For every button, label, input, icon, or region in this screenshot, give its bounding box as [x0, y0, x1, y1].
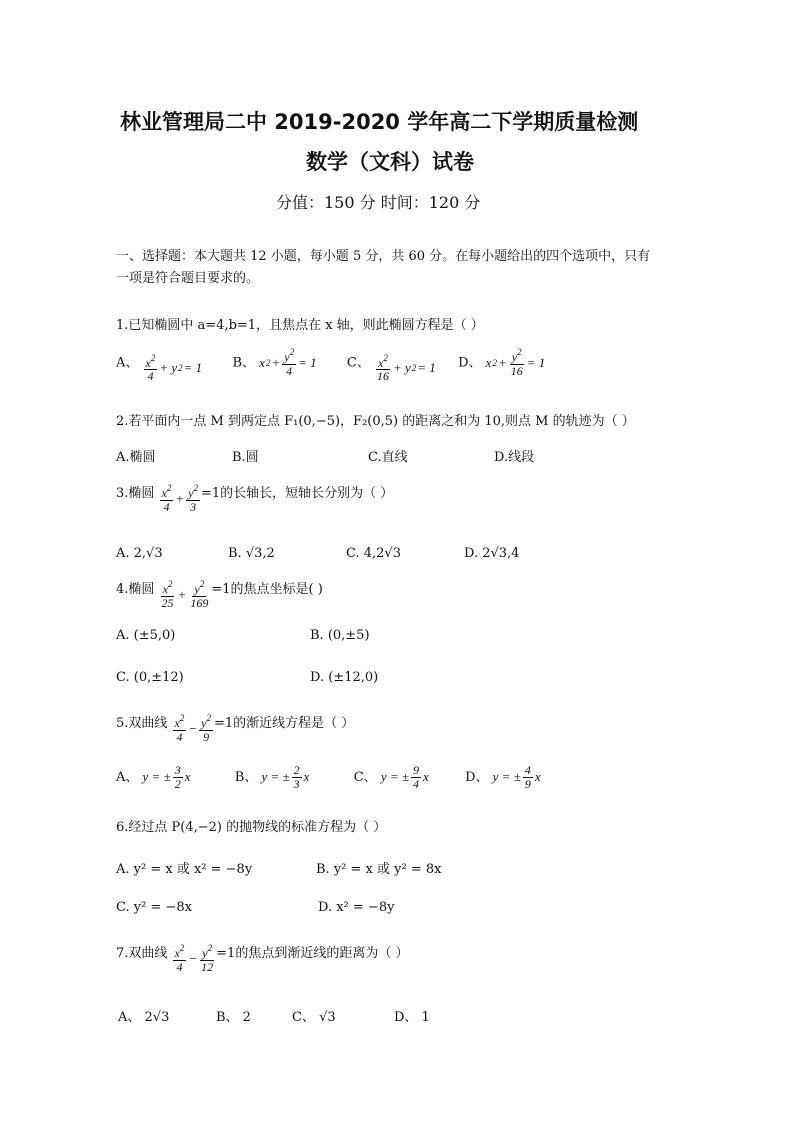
- q4-option-c: C. (0,±12): [116, 670, 184, 685]
- q5-option-b-formula: y = ± $\frac{2}{3}$ x: [261, 763, 310, 791]
- q3-prefix: 3.椭圆: [116, 486, 155, 501]
- page-subtitle: 数学（文科）试卷: [306, 150, 474, 174]
- q2-option-a: A.椭圆: [116, 450, 156, 465]
- q1-option-b-formula: x 2 + $\frac{y^2}{4}$ = 1: [259, 347, 317, 378]
- question-4-stem: [116, 578, 323, 609]
- q5-option-a-formula: y = ± $\frac{3}{2}$ x: [142, 763, 191, 791]
- q7-option-b: B、 2: [216, 1010, 251, 1025]
- q3-option-a: A. 2,√3: [116, 546, 163, 561]
- q1-option-d-label: D、: [458, 355, 482, 371]
- q7-formula: $\frac{x^2}{4}$ − $\frac{y^2}{12}$: [174, 943, 214, 974]
- q1-option-d-formula: x 2 + $\frac{y^2}{16}$ = 1: [485, 347, 546, 378]
- q5-option-c-formula: y = ± $\frac{9}{4}$ x: [380, 763, 429, 791]
- q4-option-d: D. (±12,0): [310, 670, 379, 685]
- q5-prefix: 5.双曲线: [116, 716, 168, 731]
- q3-formula: $\frac{x^2}{4}$ + $\frac{y^2}{3}$: [161, 483, 198, 514]
- q4-prefix: 4.椭圆: [116, 582, 155, 597]
- question-7-stem: [116, 942, 408, 973]
- question-1-stem: 1.已知椭圆中 a=4,b=1，且焦点在 x 轴，则此椭圆方程是（ ）: [116, 318, 484, 333]
- q7-prefix: 7.双曲线: [116, 946, 168, 961]
- q1-option-c-label: C、: [346, 355, 370, 371]
- question-5-stem: [116, 712, 354, 743]
- q3-suffix: =1的长轴长，短轴长分别为（ ）: [200, 486, 394, 501]
- q5-option-c-label: C、: [353, 770, 377, 786]
- q3-option-b: B. √3,2: [228, 546, 275, 561]
- question-3-stem: [116, 482, 393, 513]
- q2-option-d: D.线段: [494, 450, 535, 465]
- q4-option-b: B. (0,±5): [310, 628, 370, 643]
- section-instructions-line1: 一、选择题：本大题共 12 小题，每小题 5 分，共 60 分。在每小题给出的四个选项中，只有: [116, 249, 651, 264]
- q3-option-d: D. 2√3,4: [464, 546, 520, 561]
- question-2-stem: 2.若平面内一点 M 到两定点 F₁(0,−5)，F₂(0,5) 的距离之和为 10,则点 M 的轨迹为（ ）: [116, 414, 635, 429]
- question-6-stem: 6.经过点 P(4,−2) 的抛物线的标准方程为（ ）: [116, 820, 387, 835]
- q7-option-c: C、 √3: [292, 1010, 336, 1025]
- q5-suffix: =1的渐近线方程是（ ）: [213, 716, 355, 731]
- q5-option-d-formula: y = ± $\frac{4}{9}$ x: [492, 763, 541, 791]
- q4-suffix: =1的焦点坐标是( ): [211, 582, 323, 597]
- q2-option-c: C.直线: [368, 450, 408, 465]
- q7-suffix: =1的焦点到渐近线的距离为（ ）: [216, 946, 409, 961]
- q6-option-d: D. x² = −8y: [318, 900, 395, 915]
- score-time-line: 分值：150 分 时间：120 分: [276, 193, 481, 212]
- q7-option-d: D、 1: [394, 1010, 430, 1025]
- page-title: 林业管理局二中 2019-2020 学年高二下学期质量检测: [120, 110, 639, 134]
- section-instructions-line2: 一项是符合题目要求的。: [116, 271, 260, 286]
- q5-option-a-label: A、: [116, 770, 139, 786]
- q4-formula: $\frac{x^2}{25}$ + $\frac{y^2}{169}$: [161, 579, 209, 610]
- q1-option-a-formula: $\frac{x^2}{4}$ + y 2 = 1: [145, 352, 203, 384]
- q7-option-a: A、 2√3: [118, 1010, 170, 1025]
- q4-option-a: A. (±5,0): [116, 628, 176, 643]
- q1-option-b-label: B、: [232, 355, 256, 371]
- question-1-options: [116, 348, 545, 383]
- question-5-options: [116, 764, 541, 790]
- q1-option-a-label: A、: [116, 355, 139, 371]
- q6-option-b: B. y² = x 或 y² = 8x: [316, 862, 442, 877]
- q1-option-c-formula: $\frac{x^2}{16}$ + y 2 = 1: [376, 352, 436, 384]
- q6-option-c: C. y² = −8x: [116, 900, 192, 915]
- q3-option-c: C. 4,2√3: [346, 546, 401, 561]
- q2-option-b: B.圆: [232, 450, 259, 465]
- q6-option-a: A. y² = x 或 x² = −8y: [116, 862, 253, 877]
- q5-option-b-label: B、: [234, 770, 258, 786]
- q5-formula: $\frac{x^2}{4}$ − $\frac{y^2}{9}$: [174, 713, 211, 744]
- q5-option-d-label: D、: [465, 770, 489, 786]
